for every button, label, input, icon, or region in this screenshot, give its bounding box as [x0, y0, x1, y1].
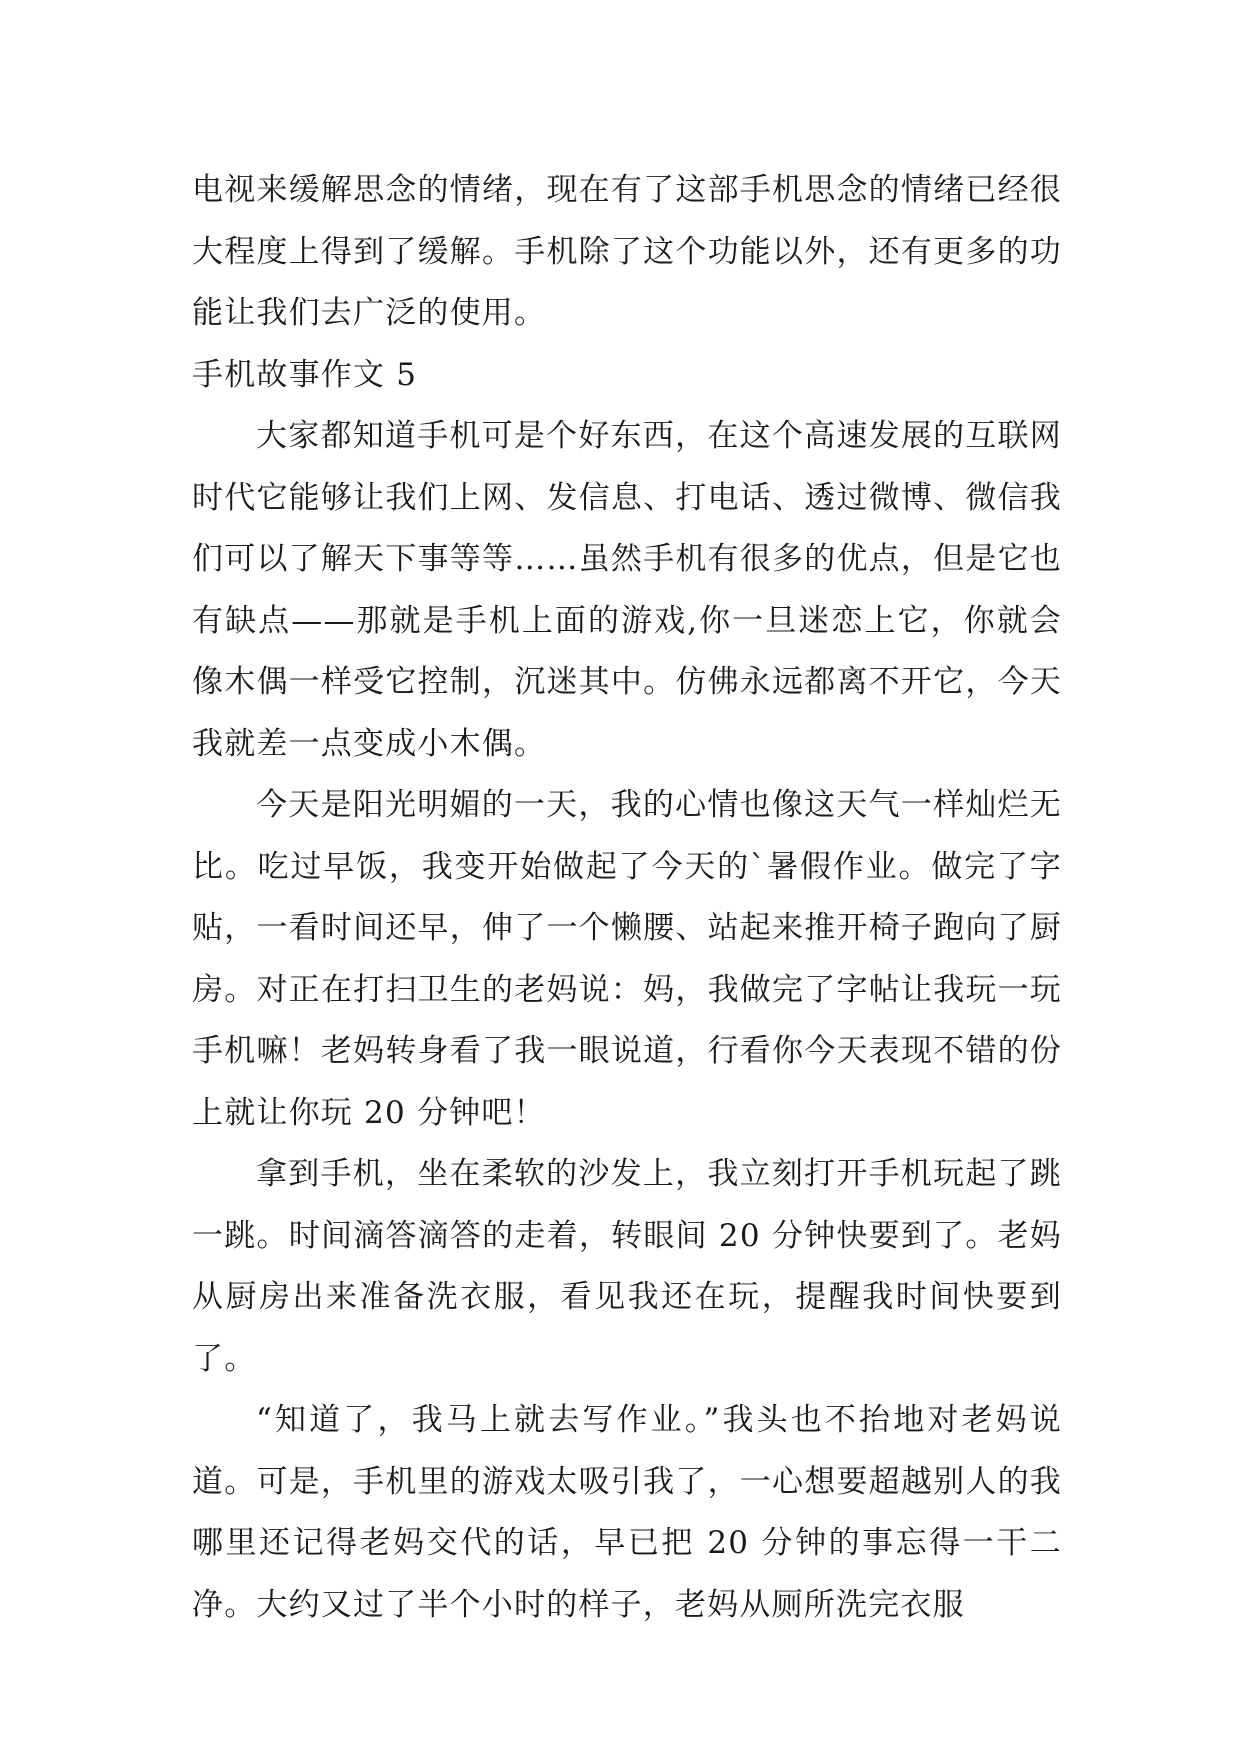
body-paragraph: “知道了，我马上就去写作业。”我头也不抬地对老妈说道。可是，手机里的游戏太吸引我了，一心想要超越别人的我哪里还记得老妈交代的话，早已把 20 分钟的事忘得一干二净。大约又过了半个小时的样子，老妈从厕所洗完衣服	[192, 1402, 1062, 1623]
continuation-paragraph: 电视来缓解思念的情绪，现在有了这部手机思念的情绪已经很大程度上得到了缓解。手机除了这个功能以外，还有更多的功能让我们去广泛的使用。	[192, 172, 1062, 331]
section-title: 手机故事作文 5	[192, 356, 418, 393]
body-paragraph: 今天是阳光明媚的一天，我的心情也像这天气一样灿烂无比。吃过早饭，我变开始做起了今天的`暑假作业。做完了字贴，一看时间还早，伸了一个懒腰、站起来推开椅子跑向了厨房。对正在打扫卫生的老妈说：妈，我做完了字帖让我玩一玩手机嘛！老妈转身看了我一眼说道，行看你今天表现不错的份上就让你玩 20 分钟吧！	[192, 787, 1062, 1131]
body-paragraph: 大家都知道手机可是个好东西，在这个高速发展的互联网时代它能够让我们上网、发信息、打电话、透过微博、微信我们可以了解天下事等等……虽然手机有很多的优点，但是它也有缺点——那就是手机上面的游戏,你一旦迷恋上它，你就会像木偶一样受它控制，沉迷其中。仿佛永远都离不开它，今天我就差一点变成小木偶。	[192, 418, 1062, 762]
body-paragraph: 拿到手机，坐在柔软的沙发上，我立刻打开手机玩起了跳一跳。时间滴答滴答的走着，转眼间 20 分钟快要到了。老妈从厨房出来准备洗衣服，看见我还在玩，提醒我时间快要到了。	[192, 1156, 1062, 1377]
text-column	[192, 160, 1062, 1636]
